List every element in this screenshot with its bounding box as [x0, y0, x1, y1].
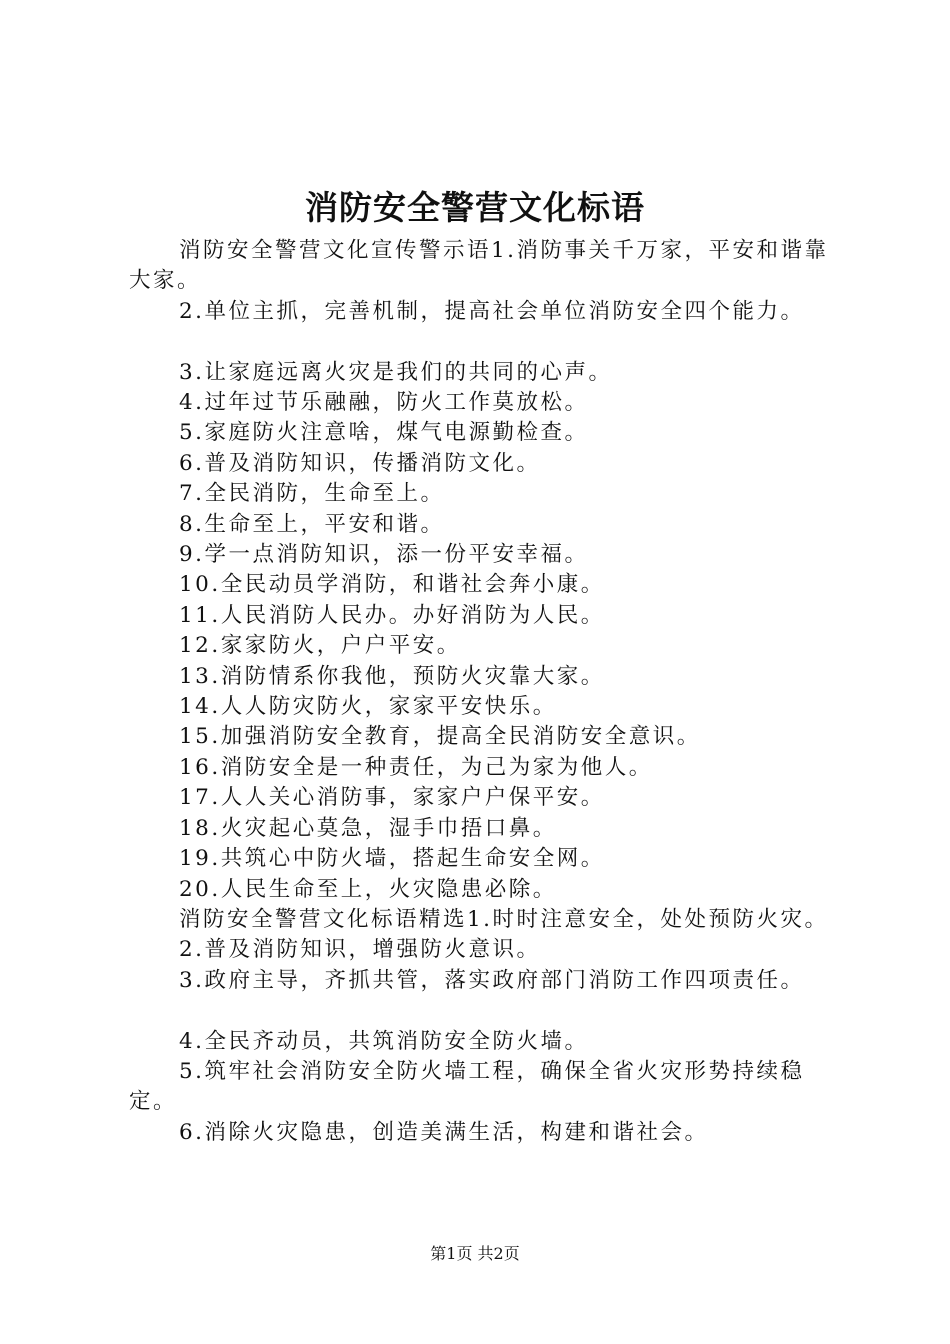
paragraph: 11.人民消防人民办。办好消防为人民。: [179, 602, 605, 628]
paragraph: 3.政府主导，齐抓共管，落实政府部门消防工作四项责任。: [179, 967, 805, 993]
paragraph: 18.火灾起心莫急，湿手巾捂口鼻。: [179, 815, 557, 841]
paragraph: 16.消防安全是一种责任，为己为家为他人。: [179, 754, 653, 780]
paragraph: 20.人民生命至上，火灾隐患必除。: [179, 876, 557, 902]
document-body: [129, 236, 839, 1148]
paragraph: 10.全民动员学消防，和谐社会奔小康。: [179, 572, 605, 598]
paragraph: 消防安全警营文化标语精选1.时时注意安全，处处预防火灾。: [179, 906, 829, 932]
paragraph: 6.消除火灾隐患，创造美满生活，构建和谐社会。: [179, 1119, 709, 1145]
paragraph: 17.人人关心消防事，家家户户保平安。: [179, 785, 605, 811]
paragraph: 15.加强消防安全教育，提高全民消防安全意识。: [179, 724, 701, 750]
page-footer: 第1页 共2页: [430, 1244, 520, 1263]
paragraph: 13.消防情系你我他，预防火灾靠大家。: [179, 663, 605, 689]
paragraph: 2.单位主抓，完善机制，提高社会单位消防安全四个能力。: [179, 298, 805, 324]
paragraph: 14.人人防灾防火，家家平安快乐。: [179, 694, 557, 720]
paragraph: 5.家庭防火注意啥，煤气电源勤检查。: [179, 420, 589, 446]
paragraph: 4.过年过节乐融融，防火工作莫放松。: [179, 390, 589, 416]
paragraph: 4.全民齐动员，共筑消防安全防火墙。: [179, 1028, 589, 1054]
paragraph: 3.让家庭远离火灾是我们的共同的心声。: [179, 359, 613, 385]
paragraph: 8.生命至上，平安和谐。: [179, 511, 445, 537]
paragraph: 12.家家防火，户户平安。: [179, 633, 461, 659]
paragraph: 9.学一点消防知识，添一份平安幸福。: [179, 542, 589, 568]
document-title: 消防安全警营文化标语: [305, 188, 645, 227]
paragraph: 19.共筑心中防火墙，搭起生命安全网。: [179, 846, 605, 872]
paragraph: 6.普及消防知识，传播消防文化。: [179, 450, 541, 476]
paragraph: 5.筑牢社会消防安全防火墙工程，确保全省火灾形势持续稳定。: [129, 1058, 805, 1115]
paragraph: 2.普及消防知识，增强防火意识。: [179, 937, 541, 963]
paragraph: 7.全民消防，生命至上。: [179, 481, 445, 507]
paragraph: 消防安全警营文化宣传警示语1.消防事关千万家，平安和谐靠大家。: [129, 238, 829, 294]
